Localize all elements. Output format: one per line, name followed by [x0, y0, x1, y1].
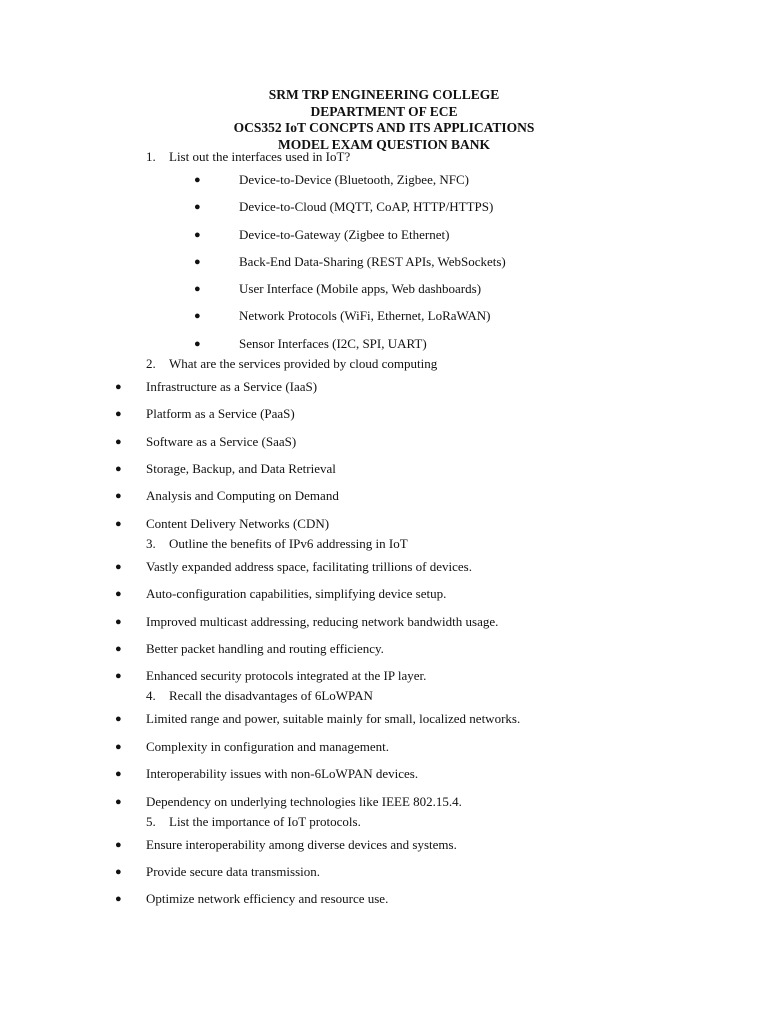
- answer-item: Provide secure data transmission.: [146, 864, 321, 879]
- answer-item: Complexity in configuration and management.: [146, 739, 389, 754]
- answer-item: Dependency on underlying technologies like IEEE 802.15.4.: [146, 794, 462, 809]
- bullet-icon: ●: [194, 229, 201, 241]
- bullet-icon: ●: [115, 796, 122, 808]
- answer-item: Content Delivery Networks (CDN): [146, 516, 330, 531]
- bullet-icon: ●: [115, 463, 122, 475]
- department-name: DEPARTMENT OF ECE: [310, 103, 458, 119]
- bullet-icon: ●: [115, 643, 122, 655]
- answer-item: User Interface (Mobile apps, Web dashboards): [239, 281, 482, 296]
- bullet-icon: ●: [194, 201, 201, 213]
- college-name: SRM TRP ENGINEERING COLLEGE: [268, 87, 500, 102]
- question-number: 2.: [146, 356, 156, 371]
- answer-item: Software as a Service (SaaS): [146, 434, 297, 449]
- course-title: OCS352 IoT CONCPTS AND ITS APPLICATIONS: [233, 120, 535, 135]
- bullet-icon: ●: [115, 741, 122, 753]
- bullet-icon: ●: [115, 768, 122, 780]
- bullet-icon: ●: [194, 256, 201, 268]
- answer-item: Back-End Data-Sharing (REST APIs, WebSockets): [239, 254, 506, 269]
- answer-item: Platform as a Service (PaaS): [146, 406, 295, 421]
- bullet-icon: ●: [115, 866, 122, 878]
- question-number: 4.: [146, 688, 156, 703]
- bullet-icon: ●: [115, 893, 122, 905]
- question-bank-title: MODEL EXAM QUESTION BANK: [278, 136, 490, 152]
- bullet-icon: ●: [194, 283, 201, 295]
- question-text: List the importance of IoT protocols.: [169, 814, 361, 829]
- answer-item: Ensure interoperability among diverse devices and systems.: [146, 837, 457, 852]
- bullet-icon: ●: [115, 490, 122, 502]
- question-text: List out the interfaces used in IoT?: [169, 149, 351, 164]
- answer-item: Interoperability issues with non-6LoWPAN devices.: [146, 766, 419, 781]
- answer-item: Analysis and Computing on Demand: [146, 488, 339, 503]
- answer-item: Storage, Backup, and Data Retrieval: [146, 461, 336, 476]
- question-number: 3.: [146, 536, 156, 551]
- question-text: Outline the benefits of IPv6 addressing in IoT: [169, 536, 408, 551]
- bullet-icon: ●: [115, 561, 122, 573]
- question-3: [146, 536, 408, 552]
- answer-item: Device-to-Device (Bluetooth, Zigbee, NFC): [239, 172, 469, 187]
- answer-item: Enhanced security protocols integrated at the IP layer.: [146, 668, 427, 683]
- answer-item: Infrastructure as a Service (IaaS): [146, 379, 318, 394]
- answer-item: Sensor Interfaces (I2C, SPI, UART): [239, 336, 427, 351]
- question-number: 1.: [146, 149, 156, 164]
- bullet-icon: ●: [115, 713, 122, 725]
- question-4: [146, 688, 373, 704]
- question-2: [146, 356, 437, 372]
- document-header: [0, 87, 768, 153]
- question-1: [146, 149, 350, 165]
- answer-item: Device-to-Cloud (MQTT, CoAP, HTTP/HTTPS): [239, 199, 494, 214]
- answer-item: Improved multicast addressing, reducing network bandwidth usage.: [146, 614, 499, 629]
- answer-item: Device-to-Gateway (Zigbee to Ethernet): [239, 227, 450, 242]
- bullet-icon: ●: [115, 408, 122, 420]
- answer-item: Auto-configuration capabilities, simplifying device setup.: [146, 586, 447, 601]
- bullet-icon: ●: [115, 518, 122, 530]
- question-number: 5.: [146, 814, 156, 829]
- bullet-icon: ●: [115, 839, 122, 851]
- bullet-icon: ●: [115, 381, 122, 393]
- bullet-icon: ●: [115, 670, 122, 682]
- bullet-icon: ●: [194, 310, 201, 322]
- bullet-icon: ●: [115, 616, 122, 628]
- question-text: What are the services provided by cloud computing: [169, 356, 438, 371]
- answer-item: Optimize network efficiency and resource use.: [146, 891, 389, 906]
- answer-item: Vastly expanded address space, facilitating trillions of devices.: [146, 559, 472, 574]
- bullet-icon: ●: [194, 338, 201, 350]
- answer-item: Network Protocols (WiFi, Ethernet, LoRaWAN): [239, 308, 491, 323]
- question-5: [146, 814, 361, 830]
- bullet-icon: ●: [194, 174, 201, 186]
- bullet-icon: ●: [115, 588, 122, 600]
- answer-item: Better packet handling and routing efficiency.: [146, 641, 384, 656]
- answer-item: Limited range and power, suitable mainly for small, localized networks.: [146, 711, 521, 726]
- bullet-icon: ●: [115, 436, 122, 448]
- question-text: Recall the disadvantages of 6LoWPAN: [169, 688, 373, 703]
